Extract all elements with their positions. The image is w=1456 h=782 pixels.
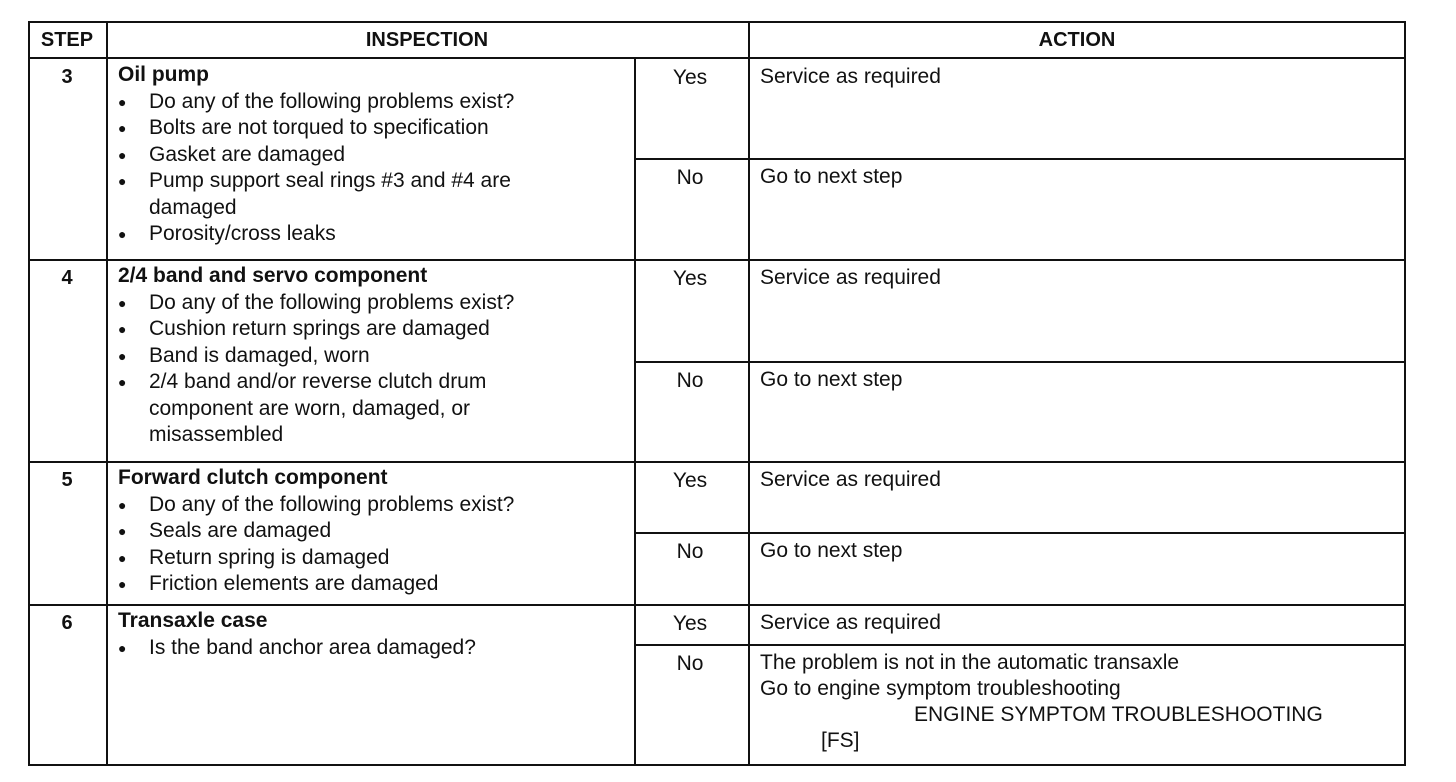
inspection-table bbox=[28, 21, 1406, 766]
header-inspection: INSPECTION bbox=[365, 29, 489, 51]
result-yes: Yes bbox=[672, 267, 708, 290]
step-number: 5 bbox=[61, 469, 73, 491]
action-yes-text: Service as required bbox=[760, 468, 941, 491]
bullet-icon: ● bbox=[118, 374, 127, 390]
yes-no-divider bbox=[634, 644, 1406, 646]
action-no-text: Go to engine symptom troubleshooting bbox=[760, 677, 1121, 700]
row-divider bbox=[28, 259, 1406, 261]
bullet-icon: ● bbox=[118, 226, 127, 242]
inspection-title: Oil pump bbox=[118, 63, 209, 86]
column-divider-action bbox=[748, 21, 750, 766]
bullet-icon: ● bbox=[118, 173, 127, 189]
bullet-icon: ● bbox=[118, 523, 127, 539]
action-yes-text: Service as required bbox=[760, 266, 941, 289]
action-no-text: [FS] bbox=[821, 729, 860, 752]
bullet-text: Cushion return springs are damaged bbox=[149, 317, 490, 340]
bullet-icon: ● bbox=[118, 294, 127, 311]
bullet-text: Porosity/cross leaks bbox=[149, 222, 336, 245]
inspection-title: Transaxle case bbox=[118, 609, 268, 632]
action-no-text: Go to next step bbox=[760, 165, 903, 188]
result-no: No bbox=[676, 652, 704, 675]
bullet-icon: ● bbox=[118, 576, 127, 592]
table-border-top bbox=[28, 21, 1406, 23]
bullet-icon: ● bbox=[118, 321, 127, 337]
result-yes: Yes bbox=[672, 469, 708, 492]
bullet-text: Do any of the following problems exist? bbox=[149, 290, 515, 314]
bullet-icon: ● bbox=[118, 347, 127, 364]
bullet-icon: ● bbox=[118, 146, 127, 163]
table-border-left bbox=[28, 21, 30, 766]
action-no-text: Go to next step bbox=[760, 539, 903, 562]
bullet-icon: ● bbox=[118, 120, 127, 136]
bullet-icon: ● bbox=[118, 639, 127, 656]
bullet-text: Return spring is damaged bbox=[149, 545, 390, 569]
action-no-text: ENGINE SYMPTOM TROUBLESHOOTING bbox=[914, 703, 1323, 726]
bullet-icon: ● bbox=[118, 93, 127, 110]
bullet-text: Friction elements are damaged bbox=[149, 572, 439, 595]
result-no: No bbox=[676, 369, 704, 392]
yes-no-divider bbox=[634, 361, 1406, 363]
header-step: STEP bbox=[40, 29, 94, 51]
bullet-text: Bolts are not torqued to specification bbox=[149, 116, 489, 139]
result-yes: Yes bbox=[672, 612, 708, 635]
yes-no-divider bbox=[634, 532, 1406, 534]
row-divider bbox=[28, 461, 1406, 463]
bullet-text: Gasket are damaged bbox=[149, 142, 346, 166]
bullet-text: Do any of the following problems exist? bbox=[149, 89, 515, 113]
bullet-text: component are worn, damaged, or bbox=[149, 396, 471, 420]
row-divider bbox=[28, 604, 1406, 606]
header-action: ACTION bbox=[1038, 29, 1116, 51]
header-divider bbox=[28, 57, 1406, 59]
bullet-text: Pump support seal rings #3 and #4 are bbox=[149, 169, 511, 192]
table-border-right bbox=[1404, 21, 1406, 766]
action-yes-text: Service as required bbox=[760, 65, 941, 88]
bullet-icon: ● bbox=[118, 549, 127, 566]
bullet-text: 2/4 band and/or reverse clutch drum bbox=[149, 370, 487, 393]
yes-no-divider bbox=[634, 158, 1406, 160]
bullet-text: Seals are damaged bbox=[149, 519, 332, 542]
bullet-text: Is the band anchor area damaged? bbox=[149, 635, 476, 659]
step-number: 3 bbox=[61, 66, 73, 88]
bullet-text: damaged bbox=[149, 195, 237, 219]
inspection-title: 2/4 band and servo component bbox=[118, 264, 428, 287]
bullet-text: misassembled bbox=[149, 423, 284, 446]
action-yes-text: Service as required bbox=[760, 611, 941, 634]
action-no-text: The problem is not in the automatic transaxle bbox=[760, 651, 1180, 674]
step-number: 4 bbox=[61, 267, 73, 289]
inspection-title: Forward clutch component bbox=[118, 466, 388, 489]
result-no: No bbox=[676, 166, 704, 189]
result-no: No bbox=[676, 540, 704, 563]
action-no-text: Go to next step bbox=[760, 368, 903, 391]
bullet-icon: ● bbox=[118, 496, 127, 513]
result-yes: Yes bbox=[672, 66, 708, 89]
bullet-text: Band is damaged, worn bbox=[149, 343, 370, 367]
bullet-text: Do any of the following problems exist? bbox=[149, 492, 515, 516]
table-border-bottom bbox=[28, 764, 1406, 766]
step-number: 6 bbox=[61, 612, 73, 634]
column-divider-step bbox=[106, 21, 108, 766]
